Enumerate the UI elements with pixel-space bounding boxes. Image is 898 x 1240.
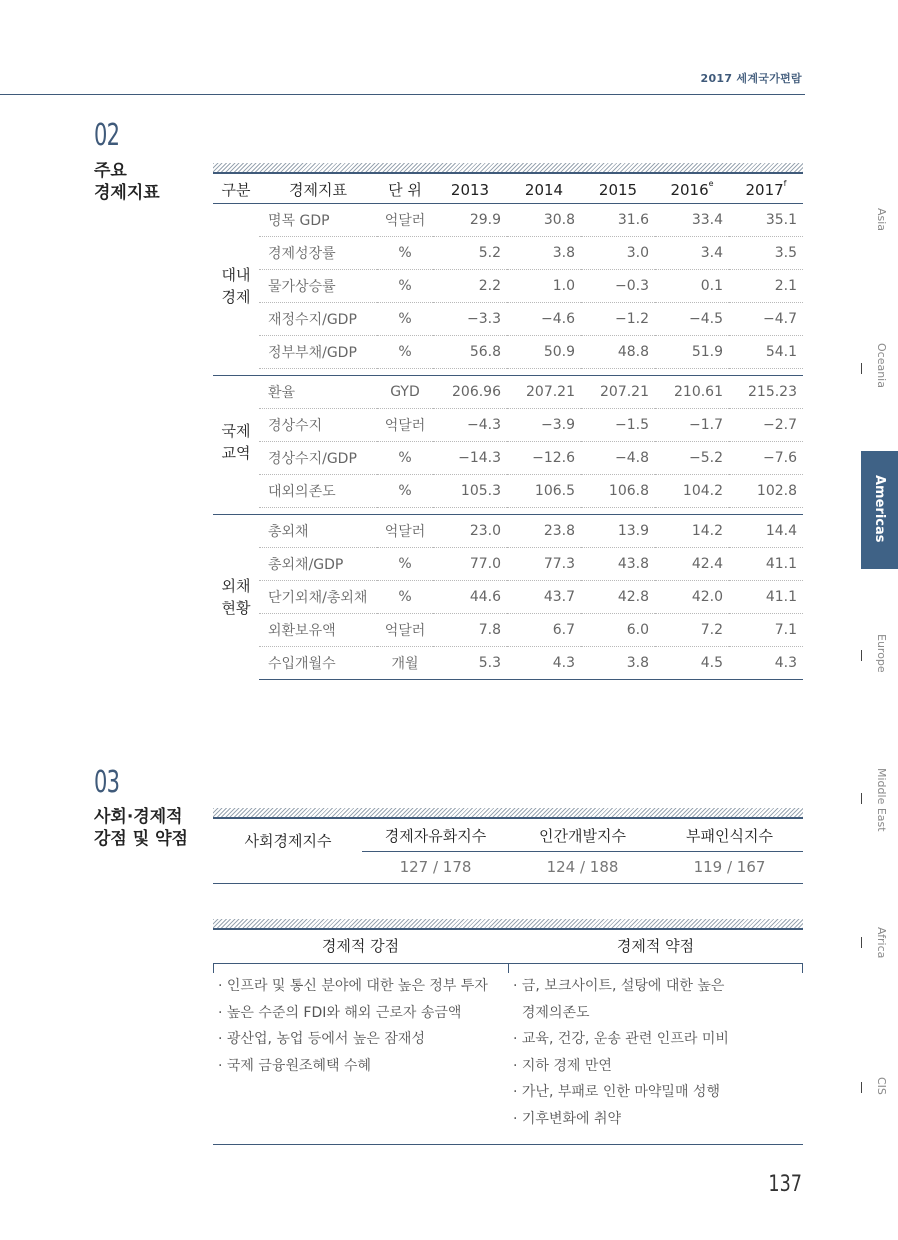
value-cell: 3.4 <box>655 237 729 270</box>
unit-cell: % <box>377 548 433 581</box>
value-cell: −4.7 <box>729 303 803 336</box>
unit-cell: 억달러 <box>377 614 433 647</box>
unit-cell: 억달러 <box>377 409 433 442</box>
value-cell: 43.8 <box>581 548 655 581</box>
estimate-mark: e <box>708 178 714 188</box>
section-title <box>94 806 188 850</box>
hatch-bar <box>213 163 803 172</box>
value-cell: 215.23 <box>729 376 803 409</box>
value-cell: 4.3 <box>729 647 803 680</box>
value-cell: 7.1 <box>729 614 803 647</box>
value-cell: 106.8 <box>581 475 655 508</box>
unit-cell: % <box>377 303 433 336</box>
indicator-cell: 경상수지/GDP <box>259 442 377 475</box>
value-cell: 13.9 <box>581 515 655 548</box>
header-title: 2017 세계국가편람 <box>700 72 802 85</box>
unit-cell: % <box>377 475 433 508</box>
separator-cell <box>213 508 803 515</box>
value-cell: 104.2 <box>655 475 729 508</box>
category-cell <box>213 515 259 680</box>
value-cell: −4.3 <box>433 409 507 442</box>
list-item: 경제의존도 <box>513 1004 590 1021</box>
forecast-mark: f <box>783 178 787 188</box>
category-label: 대내 <box>221 266 251 285</box>
value-cell: 3.5 <box>729 237 803 270</box>
indicator-cell: 물가상승률 <box>259 270 377 303</box>
nav-africa[interactable]: Africa <box>875 927 888 959</box>
value-cell: 3.8 <box>507 237 581 270</box>
category-label: 교역 <box>221 443 251 462</box>
nav-tick <box>861 937 862 948</box>
indicator-cell: 명목 GDP <box>259 204 377 237</box>
indicator-cell: 외환보유액 <box>259 614 377 647</box>
value-cell: 42.4 <box>655 548 729 581</box>
header-year <box>655 176 729 204</box>
indicator-cell: 경상수지 <box>259 409 377 442</box>
category-label: 현황 <box>221 599 251 618</box>
value-cell: −1.2 <box>581 303 655 336</box>
unit-cell: 억달러 <box>377 204 433 237</box>
list-item: · 광산업, 농업 등에서 높은 잠재성 <box>218 1031 425 1047</box>
index-value: 119 / 167 <box>693 858 766 876</box>
value-cell: −3.9 <box>507 409 581 442</box>
value-cell: −1.7 <box>655 409 729 442</box>
value-cell: 3.8 <box>581 647 655 680</box>
category-label: 국제 <box>221 421 251 440</box>
header-rule <box>0 94 805 95</box>
section-title <box>94 160 160 204</box>
section-title-line: 주요 <box>94 161 127 181</box>
bracket-tick <box>802 963 803 973</box>
nav-americas-label: Americas <box>872 475 887 543</box>
value-cell: 42.8 <box>581 581 655 614</box>
hatch-bar <box>213 919 803 928</box>
value-cell: 56.8 <box>433 336 507 369</box>
group-separator <box>213 369 803 376</box>
hatch-bar <box>213 808 803 817</box>
table-body <box>213 204 803 680</box>
nav-europe[interactable]: Europe <box>875 634 888 673</box>
value-cell: 44.6 <box>433 581 507 614</box>
value-cell: 41.1 <box>729 581 803 614</box>
category-label: 외채 <box>221 577 251 596</box>
nav-oceania[interactable]: Oceania <box>875 343 888 388</box>
category-cell <box>213 204 259 369</box>
value-cell: −0.3 <box>581 270 655 303</box>
table-row <box>213 548 803 581</box>
weaknesses-header: 경제적 약점 <box>616 937 695 955</box>
table-row <box>213 647 803 680</box>
index-header-rule <box>362 851 803 852</box>
value-cell: 50.9 <box>507 336 581 369</box>
value-cell: −14.3 <box>433 442 507 475</box>
value-cell: 2.2 <box>433 270 507 303</box>
index-column-header: 경제자유화지수 <box>384 827 487 845</box>
table-bottom-rule <box>213 1144 803 1145</box>
indicator-cell: 수입개월수 <box>259 647 377 680</box>
value-cell: 106.5 <box>507 475 581 508</box>
value-cell: 35.1 <box>729 204 803 237</box>
nav-tick <box>861 363 862 374</box>
unit-cell: % <box>377 581 433 614</box>
list-item: · 금, 보크사이트, 설탕에 대한 높은 <box>513 978 725 994</box>
table-bottom-rule <box>213 883 803 884</box>
indicator-cell: 환율 <box>259 376 377 409</box>
list-item: · 지하 경제 만연 <box>513 1057 612 1074</box>
bracket-tick <box>508 963 509 973</box>
unit-cell: 개월 <box>377 647 433 680</box>
separator-cell <box>213 369 803 376</box>
economic-indicators-table <box>213 176 803 680</box>
unit-cell: % <box>377 336 433 369</box>
value-cell: 77.0 <box>433 548 507 581</box>
bracket-tick <box>213 963 214 973</box>
table-header-row <box>213 176 803 204</box>
value-cell: −3.3 <box>433 303 507 336</box>
value-cell: 6.7 <box>507 614 581 647</box>
nav-middle-east[interactable]: Middle East <box>875 768 888 832</box>
indicator-cell: 총외채 <box>259 515 377 548</box>
value-cell: 1.0 <box>507 270 581 303</box>
table-row <box>213 475 803 508</box>
section-number: 02 <box>94 118 120 153</box>
value-cell: 6.0 <box>581 614 655 647</box>
unit-cell: % <box>377 442 433 475</box>
value-cell: −4.5 <box>655 303 729 336</box>
unit-cell: % <box>377 237 433 270</box>
header-unit: 단 위 <box>377 176 433 204</box>
strengths-header: 경제적 강점 <box>321 937 400 955</box>
strengths-list <box>218 973 488 1079</box>
value-cell: −7.6 <box>729 442 803 475</box>
table-row <box>213 237 803 270</box>
value-cell: 5.2 <box>433 237 507 270</box>
index-column-header: 부패인식지수 <box>686 827 773 845</box>
value-cell: 42.0 <box>655 581 729 614</box>
index-column-header: 인간개발지수 <box>539 827 626 845</box>
value-cell: 2.1 <box>729 270 803 303</box>
nav-tick <box>861 793 862 804</box>
list-item: · 높은 수준의 FDI와 해외 근로자 송금액 <box>218 1004 462 1021</box>
value-cell: 4.3 <box>507 647 581 680</box>
list-item: · 교육, 건강, 운송 관련 인프라 미비 <box>513 1031 729 1047</box>
header-category: 구분 <box>213 176 259 204</box>
table-row <box>213 409 803 442</box>
header-year: 2014 <box>507 176 581 204</box>
value-cell: 33.4 <box>655 204 729 237</box>
value-cell: 48.8 <box>581 336 655 369</box>
nav-asia[interactable]: Asia <box>875 208 888 232</box>
list-item: · 국제 금융원조혜택 수혜 <box>218 1057 372 1074</box>
value-cell: 210.61 <box>655 376 729 409</box>
indicator-cell: 대외의존도 <box>259 475 377 508</box>
list-item: · 기후변화에 취약 <box>513 1110 622 1127</box>
index-value: 124 / 188 <box>546 858 619 876</box>
indicator-cell: 정부부채/GDP <box>259 336 377 369</box>
page-number: 137 <box>768 1172 802 1197</box>
category-label: 경제 <box>221 288 251 307</box>
socioeconomic-index-label: 사회경제지수 <box>244 832 332 850</box>
table-top-rule <box>213 172 803 174</box>
value-cell: −2.7 <box>729 409 803 442</box>
index-value: 127 / 178 <box>399 858 472 876</box>
table-row <box>213 303 803 336</box>
year-text: 2016 <box>670 180 709 199</box>
value-cell: 5.3 <box>433 647 507 680</box>
value-cell: 23.0 <box>433 515 507 548</box>
table-row <box>213 376 803 409</box>
nav-tick <box>861 650 862 661</box>
section-title-line: 사회·경제적 <box>94 807 183 827</box>
value-cell: 14.4 <box>729 515 803 548</box>
table-row <box>213 204 803 237</box>
header-year: 2015 <box>581 176 655 204</box>
value-cell: 4.5 <box>655 647 729 680</box>
table-top-rule <box>213 817 803 819</box>
unit-cell: 억달러 <box>377 515 433 548</box>
value-cell: 41.1 <box>729 548 803 581</box>
indicator-cell: 단기외채/총외채 <box>259 581 377 614</box>
value-cell: 23.8 <box>507 515 581 548</box>
weaknesses-list <box>513 973 729 1132</box>
header-year <box>729 176 803 204</box>
table-row <box>213 515 803 548</box>
value-cell: −1.5 <box>581 409 655 442</box>
value-cell: 0.1 <box>655 270 729 303</box>
value-cell: −4.6 <box>507 303 581 336</box>
indicator-cell: 총외채/GDP <box>259 548 377 581</box>
table-row <box>213 336 803 369</box>
value-cell: −4.8 <box>581 442 655 475</box>
value-cell: 14.2 <box>655 515 729 548</box>
section-title-line: 경제지표 <box>94 183 160 203</box>
table-row <box>213 270 803 303</box>
table-top-rule <box>213 928 803 930</box>
value-cell: 54.1 <box>729 336 803 369</box>
nav-tick <box>861 1082 862 1093</box>
nav-cis[interactable]: CIS <box>875 1077 888 1095</box>
group-separator <box>213 508 803 515</box>
value-cell: −5.2 <box>655 442 729 475</box>
value-cell: 105.3 <box>433 475 507 508</box>
value-cell: 3.0 <box>581 237 655 270</box>
value-cell: 30.8 <box>507 204 581 237</box>
header-year: 2013 <box>433 176 507 204</box>
header-indicator: 경제지표 <box>259 176 377 204</box>
unit-cell: GYD <box>377 376 433 409</box>
table-row <box>213 442 803 475</box>
value-cell: 43.7 <box>507 581 581 614</box>
list-item: · 가난, 부패로 인한 마약밀매 성행 <box>513 1084 720 1100</box>
nav-americas[interactable] <box>861 451 898 569</box>
value-cell: −12.6 <box>507 442 581 475</box>
section-title-line: 강점 및 약점 <box>94 829 188 849</box>
section-number: 03 <box>94 765 120 800</box>
list-item: · 인프라 및 통신 분야에 대한 높은 정부 투자 <box>218 978 488 994</box>
year-text: 2017 <box>745 180 784 199</box>
indicator-cell: 재정수지/GDP <box>259 303 377 336</box>
value-cell: 77.3 <box>507 548 581 581</box>
value-cell: 206.96 <box>433 376 507 409</box>
value-cell: 102.8 <box>729 475 803 508</box>
value-cell: 7.8 <box>433 614 507 647</box>
value-cell: 207.21 <box>581 376 655 409</box>
value-cell: 7.2 <box>655 614 729 647</box>
value-cell: 51.9 <box>655 336 729 369</box>
value-cell: 207.21 <box>507 376 581 409</box>
value-cell: 31.6 <box>581 204 655 237</box>
table-row <box>213 581 803 614</box>
value-cell: 29.9 <box>433 204 507 237</box>
unit-cell: % <box>377 270 433 303</box>
category-cell <box>213 376 259 508</box>
table-row <box>213 614 803 647</box>
indicator-cell: 경제성장률 <box>259 237 377 270</box>
